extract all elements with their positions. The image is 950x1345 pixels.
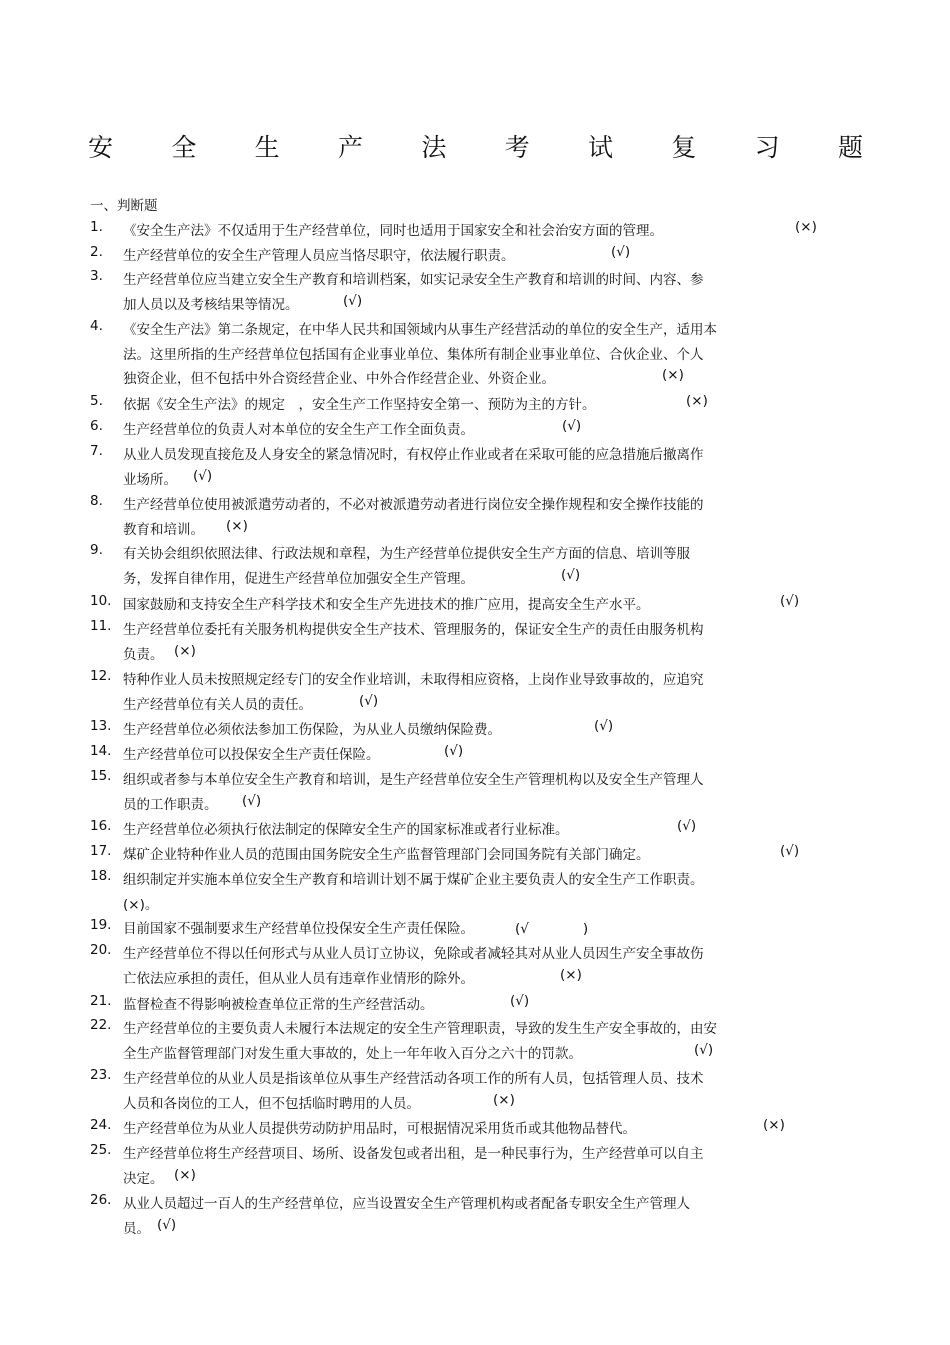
question-item xyxy=(90,418,850,443)
question-item xyxy=(90,917,850,942)
question-text-line: 员。 xyxy=(123,1220,150,1237)
question-text-line: 独资企业，但不包括中外合资经营企业、中外合作经营企业、外资企业。 xyxy=(123,371,555,388)
question-text-line: 加人员以及考核结果等情况。 xyxy=(123,296,299,313)
question-text-line: 《安全生产法》不仅适用于生产经营单位，同时也适用于国家安全和社会治安方面的管理。 xyxy=(123,223,663,239)
question-text-line: 《安全生产法》第二条规定，在中华人民共和国领域内从事生产经营活动的单位的安全生产，适用本 xyxy=(123,322,717,338)
question-text-line: 教育和培训。 xyxy=(123,521,204,538)
question-text-line: 亡依法应承担的责任，但从业人员有违章作业情形的除外。 xyxy=(123,970,474,987)
question-item xyxy=(90,318,850,392)
title-char: 试 xyxy=(587,133,613,162)
answer-mark: (√) xyxy=(562,418,582,434)
answer-mark: (√) xyxy=(677,818,697,834)
answer-mark: (×) xyxy=(493,1091,515,1108)
answer-mark: (√ ) xyxy=(515,921,589,937)
section-heading: 一、判断题 xyxy=(90,198,158,214)
answer-mark: (√) xyxy=(359,692,379,709)
question-number: 13. xyxy=(90,718,112,734)
question-number: 17. xyxy=(90,843,112,859)
answer-mark: (√) xyxy=(343,292,363,309)
question-item xyxy=(90,668,850,717)
question-text-line: 国家鼓励和支持安全生产科学技术和安全生产先进技术的推广应用，提高安全生产水平。 xyxy=(123,597,650,613)
question-item xyxy=(90,993,850,1018)
answer-mark: (√) xyxy=(780,593,800,609)
answer-mark: (×) xyxy=(795,219,817,235)
title-char: 产 xyxy=(337,133,363,162)
question-number: 5. xyxy=(90,393,103,409)
question-text-line: 法。这里所指的生产经营单位包括国有企业事业单位、集体所有制企业事业单位、合伙企业、个人 xyxy=(123,346,704,363)
answer-mark: (×) xyxy=(763,1117,785,1133)
question-number: 20. xyxy=(90,942,112,958)
question-text-line: 目前国家不强制要求生产经营单位投保安全生产责任保险。 xyxy=(123,921,474,937)
answer-mark: (√) xyxy=(510,993,530,1009)
question-number: 3. xyxy=(90,268,103,284)
question-text-line: 煤矿企业特种作业人员的范围由国务院安全生产监督管理部门会同国务院有关部门确定。 xyxy=(123,847,650,863)
question-number: 26. xyxy=(90,1192,112,1208)
question-text-line: 生产经营单位不得以任何形式与从业人员订立协议，免除或者减轻其对从业人员因生产安全事故伤 xyxy=(123,946,704,962)
question-text-line: 业场所。 xyxy=(123,471,177,488)
answer-mark: (√) xyxy=(594,718,614,734)
question-text-line: 全生产监督管理部门对发生重大事故的，处上一年年收入百分之六十的罚款。 xyxy=(123,1045,582,1062)
question-item xyxy=(90,718,850,743)
title-char: 安 xyxy=(88,133,114,162)
question-item xyxy=(90,268,850,317)
question-item xyxy=(90,244,850,269)
question-number: 22. xyxy=(90,1017,112,1033)
question-text-line: 生产经营单位使用被派遣劳动者的，不必对被派遣劳动者进行岗位安全操作规程和安全操作技能的 xyxy=(123,497,704,513)
question-number: 8. xyxy=(90,493,103,509)
title-char: 法 xyxy=(421,133,447,162)
question-text-line: 有关协会组织依照法律、行政法规和章程，为生产经营单位提供安全生产方面的信息、培训等服 xyxy=(123,546,690,562)
title-char: 生 xyxy=(254,133,280,162)
answer-mark: (√) xyxy=(444,743,464,759)
answer-mark: (×) xyxy=(560,966,582,983)
answer-mark: (√) xyxy=(694,1041,714,1058)
title-char: 考 xyxy=(504,133,530,162)
question-text-line: 生产经营单位可以投保安全生产责任保险。 xyxy=(123,747,380,763)
question-number: 1. xyxy=(90,219,103,235)
question-item xyxy=(90,443,850,492)
question-number: 19. xyxy=(90,917,112,933)
question-number: 12. xyxy=(90,668,112,684)
question-text-line: 监督检查不得影响被检查单位正常的生产经营活动。 xyxy=(123,997,434,1013)
answer-mark: (×) xyxy=(226,517,248,534)
question-text-line: 特种作业人员未按照规定经专门的安全作业培训，未取得相应资格，上岗作业导致事故的，应追究 xyxy=(123,672,704,688)
answer-mark: (√) xyxy=(611,244,631,260)
question-item xyxy=(90,843,850,868)
question-item xyxy=(90,219,850,244)
question-item xyxy=(90,1067,850,1116)
question-item xyxy=(90,593,850,618)
question-text-line: 生产经营单位将生产经营项目、场所、设备发包或者出租，是一种民事行为，生产经营单可以自主 xyxy=(123,1146,704,1162)
question-text-line: 生产经营单位有关人员的责任。 xyxy=(123,696,312,713)
question-number: 9. xyxy=(90,542,103,558)
question-number: 10. xyxy=(90,593,112,609)
answer-mark: (√) xyxy=(780,843,800,859)
question-number: 7. xyxy=(90,443,103,459)
question-number: 15. xyxy=(90,768,112,784)
question-text-line: 生产经营单位必须执行依法制定的保障安全生产的国家标准或者行业标准。 xyxy=(123,822,569,838)
title-char: 复 xyxy=(671,133,697,162)
question-text-line: 生产经营单位必须依法参加工伤保险，为从业人员缴纳保险费。 xyxy=(123,722,501,738)
title-char: 全 xyxy=(171,133,197,162)
question-number: 25. xyxy=(90,1142,112,1158)
question-text-line: 员的工作职责。 xyxy=(123,796,218,813)
answer-mark: (√) xyxy=(242,792,262,809)
question-item xyxy=(90,743,850,768)
answer-mark: (√) xyxy=(157,1216,177,1233)
question-number: 21. xyxy=(90,993,112,1009)
question-item xyxy=(90,1192,850,1241)
question-text-line: 生产经营单位的从业人员是指该单位从事生产经营活动各项工作的所有人员，包括管理人员、技术 xyxy=(123,1071,704,1087)
question-text-line: 生产经营单位的主要负责人未履行本法规定的安全生产管理职责，导致的发生生产安全事故的，由安 xyxy=(123,1021,717,1037)
question-item xyxy=(90,393,850,418)
question-text-line: 组织或者参与本单位安全生产教育和培训，是生产经营单位安全生产管理机构以及安全生产管理人 xyxy=(123,772,704,788)
answer-mark: (×) xyxy=(662,367,684,384)
answer-mark: (×) xyxy=(686,393,708,409)
answer-mark: (√) xyxy=(561,566,581,583)
question-number: 14. xyxy=(90,743,112,759)
answer-mark: (×) xyxy=(174,1166,196,1183)
question-text-line: 从业人员发现直接危及人身安全的紧急情况时，有权停止作业或者在采取可能的应急措施后撤离作 xyxy=(123,447,704,463)
answer-mark: (×) xyxy=(174,642,196,659)
question-number: 11. xyxy=(90,618,112,634)
question-item xyxy=(90,542,850,591)
question-item xyxy=(90,818,850,843)
question-text-line: 人员和各岗位的工人，但不包括临时聘用的人员。 xyxy=(123,1095,420,1112)
question-item xyxy=(90,618,850,667)
question-item xyxy=(90,493,850,542)
question-item xyxy=(90,1017,850,1066)
question-number: 2. xyxy=(90,244,103,260)
question-text-line: 生产经营单位的负责人对本单位的安全生产工作全面负责。 xyxy=(123,422,474,438)
answer-mark: (√) xyxy=(193,467,213,484)
question-text-line: 决定。 xyxy=(123,1170,164,1187)
question-number: 18. xyxy=(90,868,112,884)
question-item xyxy=(90,1117,850,1142)
question-item xyxy=(90,1142,850,1191)
question-text-line: 生产经营单位为从业人员提供劳动防护用品时，可根据情况采用货币或其他物品替代。 xyxy=(123,1121,636,1137)
question-text-line: 务，发挥自律作用，促进生产经营单位加强安全生产管理。 xyxy=(123,570,474,587)
question-text-line: 组织制定并实施本单位安全生产教育和培训计划不属于煤矿企业主要负责人的安全生产工作职责。 xyxy=(123,872,704,888)
question-number: 16. xyxy=(90,818,112,834)
question-text-line: 负责。 xyxy=(123,646,164,663)
question-text-line: 生产经营单位委托有关服务机构提供安全生产技术、管理服务的，保证安全生产的责任由服务机构 xyxy=(123,622,704,638)
title-char: 习 xyxy=(754,133,780,162)
question-text-line: 生产经营单位应当建立安全生产教育和培训档案，如实记录安全生产教育和培训的时间、内容、参 xyxy=(123,272,704,288)
question-item xyxy=(90,868,850,917)
question-item xyxy=(90,768,850,817)
question-number: 24. xyxy=(90,1117,112,1133)
question-number: 23. xyxy=(90,1067,112,1083)
question-item xyxy=(90,942,850,991)
question-text-line: 依据《安全生产法》的规定 ，安全生产工作坚持安全第一、预防为主的方针。 xyxy=(123,397,596,413)
question-text-line: (×)。 xyxy=(123,896,159,913)
question-text-line: 从业人员超过一百人的生产经营单位，应当设置安全生产管理机构或者配备专职安全生产管理人 xyxy=(123,1196,690,1212)
question-number: 6. xyxy=(90,418,103,434)
question-number: 4. xyxy=(90,318,103,334)
question-text-line: 生产经营单位的安全生产管理人员应当恪尽职守，依法履行职责。 xyxy=(123,248,515,264)
title-char: 题 xyxy=(837,133,863,162)
